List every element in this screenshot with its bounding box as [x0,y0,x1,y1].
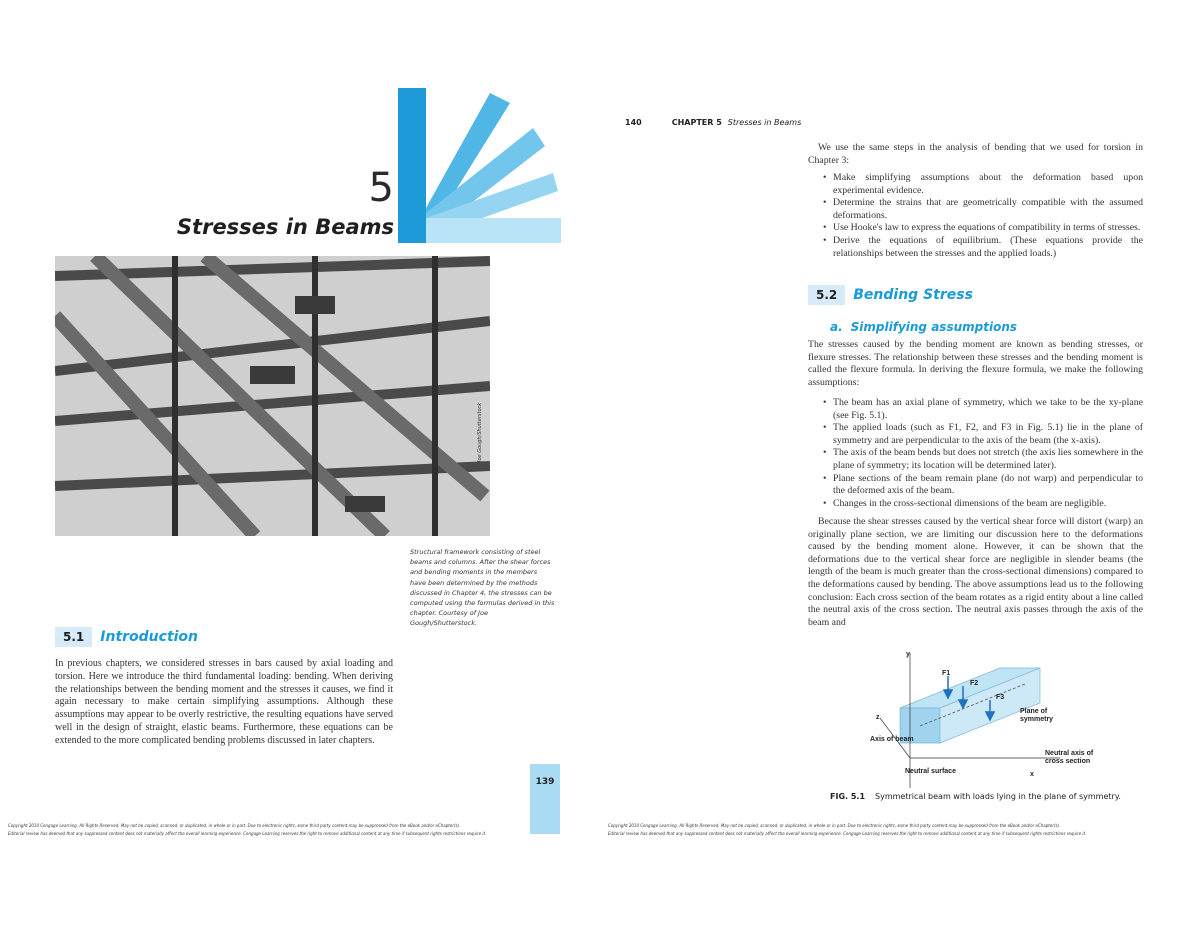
fig-label-axis-of-beam: Axis of beam [870,736,914,743]
assumptions-list [823,397,1143,510]
chapter-title: Stresses in Beams [176,215,394,239]
section-heading-bending-stress [808,285,1148,305]
page-number: 139 [535,777,555,787]
subsection-label: a. [830,320,843,334]
running-head [625,118,1025,127]
copyright-line: Editorial review has deemed that any suppressed content does not materially affect the overall learning experience. Cengage Learning reserves the right to remove additional content at any time if subsequent rights restrictions require it. [8,831,487,836]
section-heading-introduction [55,627,405,647]
figure-label: FIG. 5.1 [830,792,866,801]
list-item: • The beam has an axial plane of symmetry, which we take to be the xy-plane (see Fig. 5.1). [823,397,1143,422]
bending-paragraph: The stresses caused by the bending moment are known as bending stresses, or flexure stresses. The relationship between these stresses and the bending moment is called the flexure formula. In deriving the flexure formula, we make the following assumptions: [808,339,1143,388]
list-item: • Determine the strains that are geometrically compatible with the assumed deformations. [823,197,1143,222]
fig-label-plane-of-symmetry: Plane of symmetry [1020,708,1054,723]
list-item: • The applied loads (such as F1, F2, and F3 in Fig. 5.1) lie in the plane of symmetry and are perpendicular to the axis of the beam (the x-axis). [823,422,1143,447]
section-number: 5.1 [55,627,92,647]
chapter-fan-graphic [395,88,565,243]
fig-label-z: z [876,714,880,721]
steel-framework-photo [55,256,490,536]
list-item: • Derive the equations of equilibrium. (These equations provide the relationships between the stresses and the applied loads.) [823,235,1143,260]
copyright-notice-right [608,822,1198,838]
chapter-label: CHAPTER 5 [671,118,722,127]
copyright-notice-left [8,822,598,838]
photo-credit: Joe Gough/Shutterstock [477,402,483,462]
figure-caption-text: Symmetrical beam with loads lying in the plane of symmetry. [875,792,1121,801]
list-item: • The axis of the beam bends but does not stretch (the axis lies somewhere in the plane of symmetry; its location will be determined later). [823,447,1143,472]
steps-intro-paragraph: We use the same steps in the analysis of bending that we used for torsion in Chapter 3: [808,142,1143,166]
chapter-number: 5 [368,165,394,211]
shear-paragraph: Because the shear stresses caused by the vertical shear force will distort (warp) an originally plane section, we are limiting our discussion here to the deformations caused by the bending moment alone. However, it can be shown that the deformations due to the vertical shear force are negligible in slender beams (the length of the beam is much greater than the cross-sectional dimensions) compared to the deformations caused by bending. The above assumptions lead us to the following conclusion: Each cross section of the beam rotates as a rigid entity about a line called the neutral axis of the cross section. The neutral axis passes through the axis of the beam and [808,516,1143,628]
copyright-line: Copyright 2010 Cengage Learning. All Rights Reserved. May not be copied, scanned, or duplicated, in whole or in part. Due to electronic rights, some third party content may be suppressed from the eBook and/or eChapter(s). [8,823,461,828]
fig-label-y: y [906,651,910,658]
photo-caption: Structural framework consisting of steel beams and columns. After the shear forces and bending moments in the members have been determined by the methods discussed in Chapter 4, the stresses can be computed using the formulas derived in this chapter. Courtesy of Joe Gough/Shutterstock. [410,548,555,628]
fig-label-f3: F3 [996,694,1005,701]
page-number: 140 [625,118,642,127]
chapter-title: Stresses in Beams [727,118,802,127]
list-item: • Make simplifying assumptions about the deformation based upon experimental evidence. [823,172,1143,197]
subsection-title: Simplifying assumptions [850,320,1017,334]
list-item: • Changes in the cross-sectional dimensions of the beam are negligible. [823,498,1143,511]
subsection-heading [830,320,1130,334]
beam-figure [860,648,1100,788]
copyright-line: Editorial review has deemed that any suppressed content does not materially affect the overall learning experience. Cengage Learning reserves the right to remove additional content at any time if subsequent rights restrictions require it. [608,831,1087,836]
list-item: • Use Hooke's law to express the equations of compatibility in terms of stresses. [823,222,1143,235]
section-title: Bending Stress [853,287,973,303]
copyright-line: Copyright 2010 Cengage Learning. All Rights Reserved. May not be copied, scanned, or duplicated, in whole or in part. Due to electronic rights, some third party content may be suppressed from the eBook and/or eChapter(s). [608,823,1061,828]
fig-label-x: x [1030,771,1034,778]
section-number: 5.2 [808,285,845,305]
list-item: • Plane sections of the beam remain plane (do not warp) and perpendicular to the deformed axis of the beam. [823,473,1143,498]
fig-label-f1: F1 [942,670,951,677]
beam-diagram [860,648,1100,788]
fig-label-neutral-surface: Neutral surface [905,768,956,775]
figure-caption [830,792,1160,801]
intro-paragraph: In previous chapters, we considered stresses in bars caused by axial loading and torsion. Here we introduce the third fundamental loading: bending. When deriving the relationships between the bending moment and the stresses it causes, we find it again necessary to make certain simplifying assumptions. Although these assumptions may appear to be overly restrictive, the resulting equations have served well in the design of straight, elastic beams. Furthermore, these equations can be extended to the more complicated bending problems discussed in later chapters. [55,658,393,746]
section-title: Introduction [100,629,199,645]
fig-label-neutral-axis: Neutral axis of cross section [1045,750,1094,765]
fig-label-f2: F2 [970,680,979,687]
steps-list [823,172,1143,260]
